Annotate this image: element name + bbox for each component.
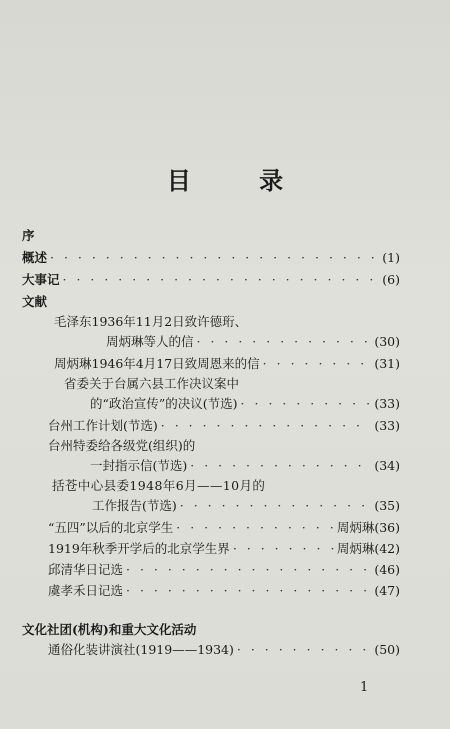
toc-row[interactable] bbox=[48, 583, 400, 599]
toc-page: (36) bbox=[374, 520, 400, 535]
toc-entry-line[interactable]: 括苍中心县委1948年6月——10月的 bbox=[52, 478, 266, 493]
leader-dots bbox=[263, 356, 372, 372]
toc-row[interactable] bbox=[106, 334, 400, 350]
toc-label: “五四”以后的北京学生 bbox=[48, 520, 174, 535]
toc-row-chronicle[interactable] bbox=[22, 272, 400, 288]
toc-label: 1919年秋季开学后的北京学生界 bbox=[48, 541, 230, 556]
toc-page: (34) bbox=[374, 458, 400, 473]
toc-page: (50) bbox=[374, 642, 400, 657]
leader-dots bbox=[126, 583, 371, 599]
toc-row[interactable] bbox=[54, 356, 400, 372]
section-preface: 序 bbox=[22, 228, 35, 243]
leader-dots bbox=[180, 498, 372, 514]
toc-page: (1) bbox=[382, 250, 400, 265]
leader-dots bbox=[63, 272, 380, 288]
toc-label: 一封指示信(节选) bbox=[90, 458, 188, 473]
toc-label: 概述 bbox=[22, 250, 48, 265]
toc-row[interactable] bbox=[90, 396, 400, 412]
leader-dots bbox=[126, 562, 371, 578]
leader-dots bbox=[241, 396, 372, 412]
toc-page: (6) bbox=[382, 272, 400, 287]
toc-page: (42) bbox=[374, 541, 400, 556]
toc-page: (35) bbox=[374, 498, 400, 513]
toc-author: 周炳琳 bbox=[336, 520, 375, 535]
leader-dots bbox=[50, 250, 379, 266]
toc-label: 周炳琳1946年4月17日致周恩来的信 bbox=[54, 356, 260, 371]
toc-row[interactable] bbox=[48, 642, 400, 658]
toc-label: 周炳琳等人的信 bbox=[106, 334, 194, 349]
toc-page: (31) bbox=[374, 356, 400, 371]
toc-label: 工作报告(节选) bbox=[92, 498, 177, 513]
toc-author: 周炳琳 bbox=[336, 541, 375, 556]
leader-dots bbox=[190, 458, 371, 474]
toc-entry-line[interactable]: 省委关于台属六县工作决议案中 bbox=[64, 376, 240, 391]
toc-label: 大事记 bbox=[22, 272, 60, 287]
leader-dots bbox=[161, 418, 372, 434]
section-culture: 文化社团(机构)和重大文化活动 bbox=[22, 622, 197, 637]
toc-row[interactable] bbox=[90, 458, 400, 474]
section-documents: 文献 bbox=[22, 294, 48, 309]
toc-label: 通俗化装讲演社(1919——1934) bbox=[48, 642, 234, 657]
leader-dots bbox=[237, 642, 371, 658]
toc-entry-line[interactable]: 毛泽东1936年11月2日致许德珩、 bbox=[54, 314, 248, 329]
toc-row[interactable] bbox=[48, 541, 400, 557]
toc-page: (30) bbox=[374, 334, 400, 349]
toc-page: (47) bbox=[374, 583, 400, 598]
page-number: 1 bbox=[360, 680, 369, 695]
page-title: 目 录 bbox=[166, 166, 314, 195]
toc-row-overview[interactable] bbox=[22, 250, 400, 266]
toc-label: 虞孝禾日记选 bbox=[48, 583, 124, 598]
toc-row[interactable] bbox=[48, 520, 400, 536]
toc-page: (33) bbox=[374, 396, 400, 411]
toc-page: (33) bbox=[374, 418, 400, 433]
toc-label: 台州工作计划(节选) bbox=[48, 418, 158, 433]
toc-row[interactable] bbox=[48, 418, 400, 434]
leader-dots bbox=[197, 334, 372, 350]
toc-label: 的“政治宣传”的决议(节选) bbox=[90, 396, 238, 411]
toc-row[interactable] bbox=[92, 498, 400, 514]
leader-dots bbox=[176, 520, 334, 536]
toc-entry-line[interactable]: 台州特委给各级党(组织)的 bbox=[48, 438, 196, 453]
leader-dots bbox=[233, 541, 334, 557]
toc-label: 邱清华日记选 bbox=[48, 562, 124, 577]
toc-page: (46) bbox=[374, 562, 400, 577]
toc-row[interactable] bbox=[48, 562, 400, 578]
